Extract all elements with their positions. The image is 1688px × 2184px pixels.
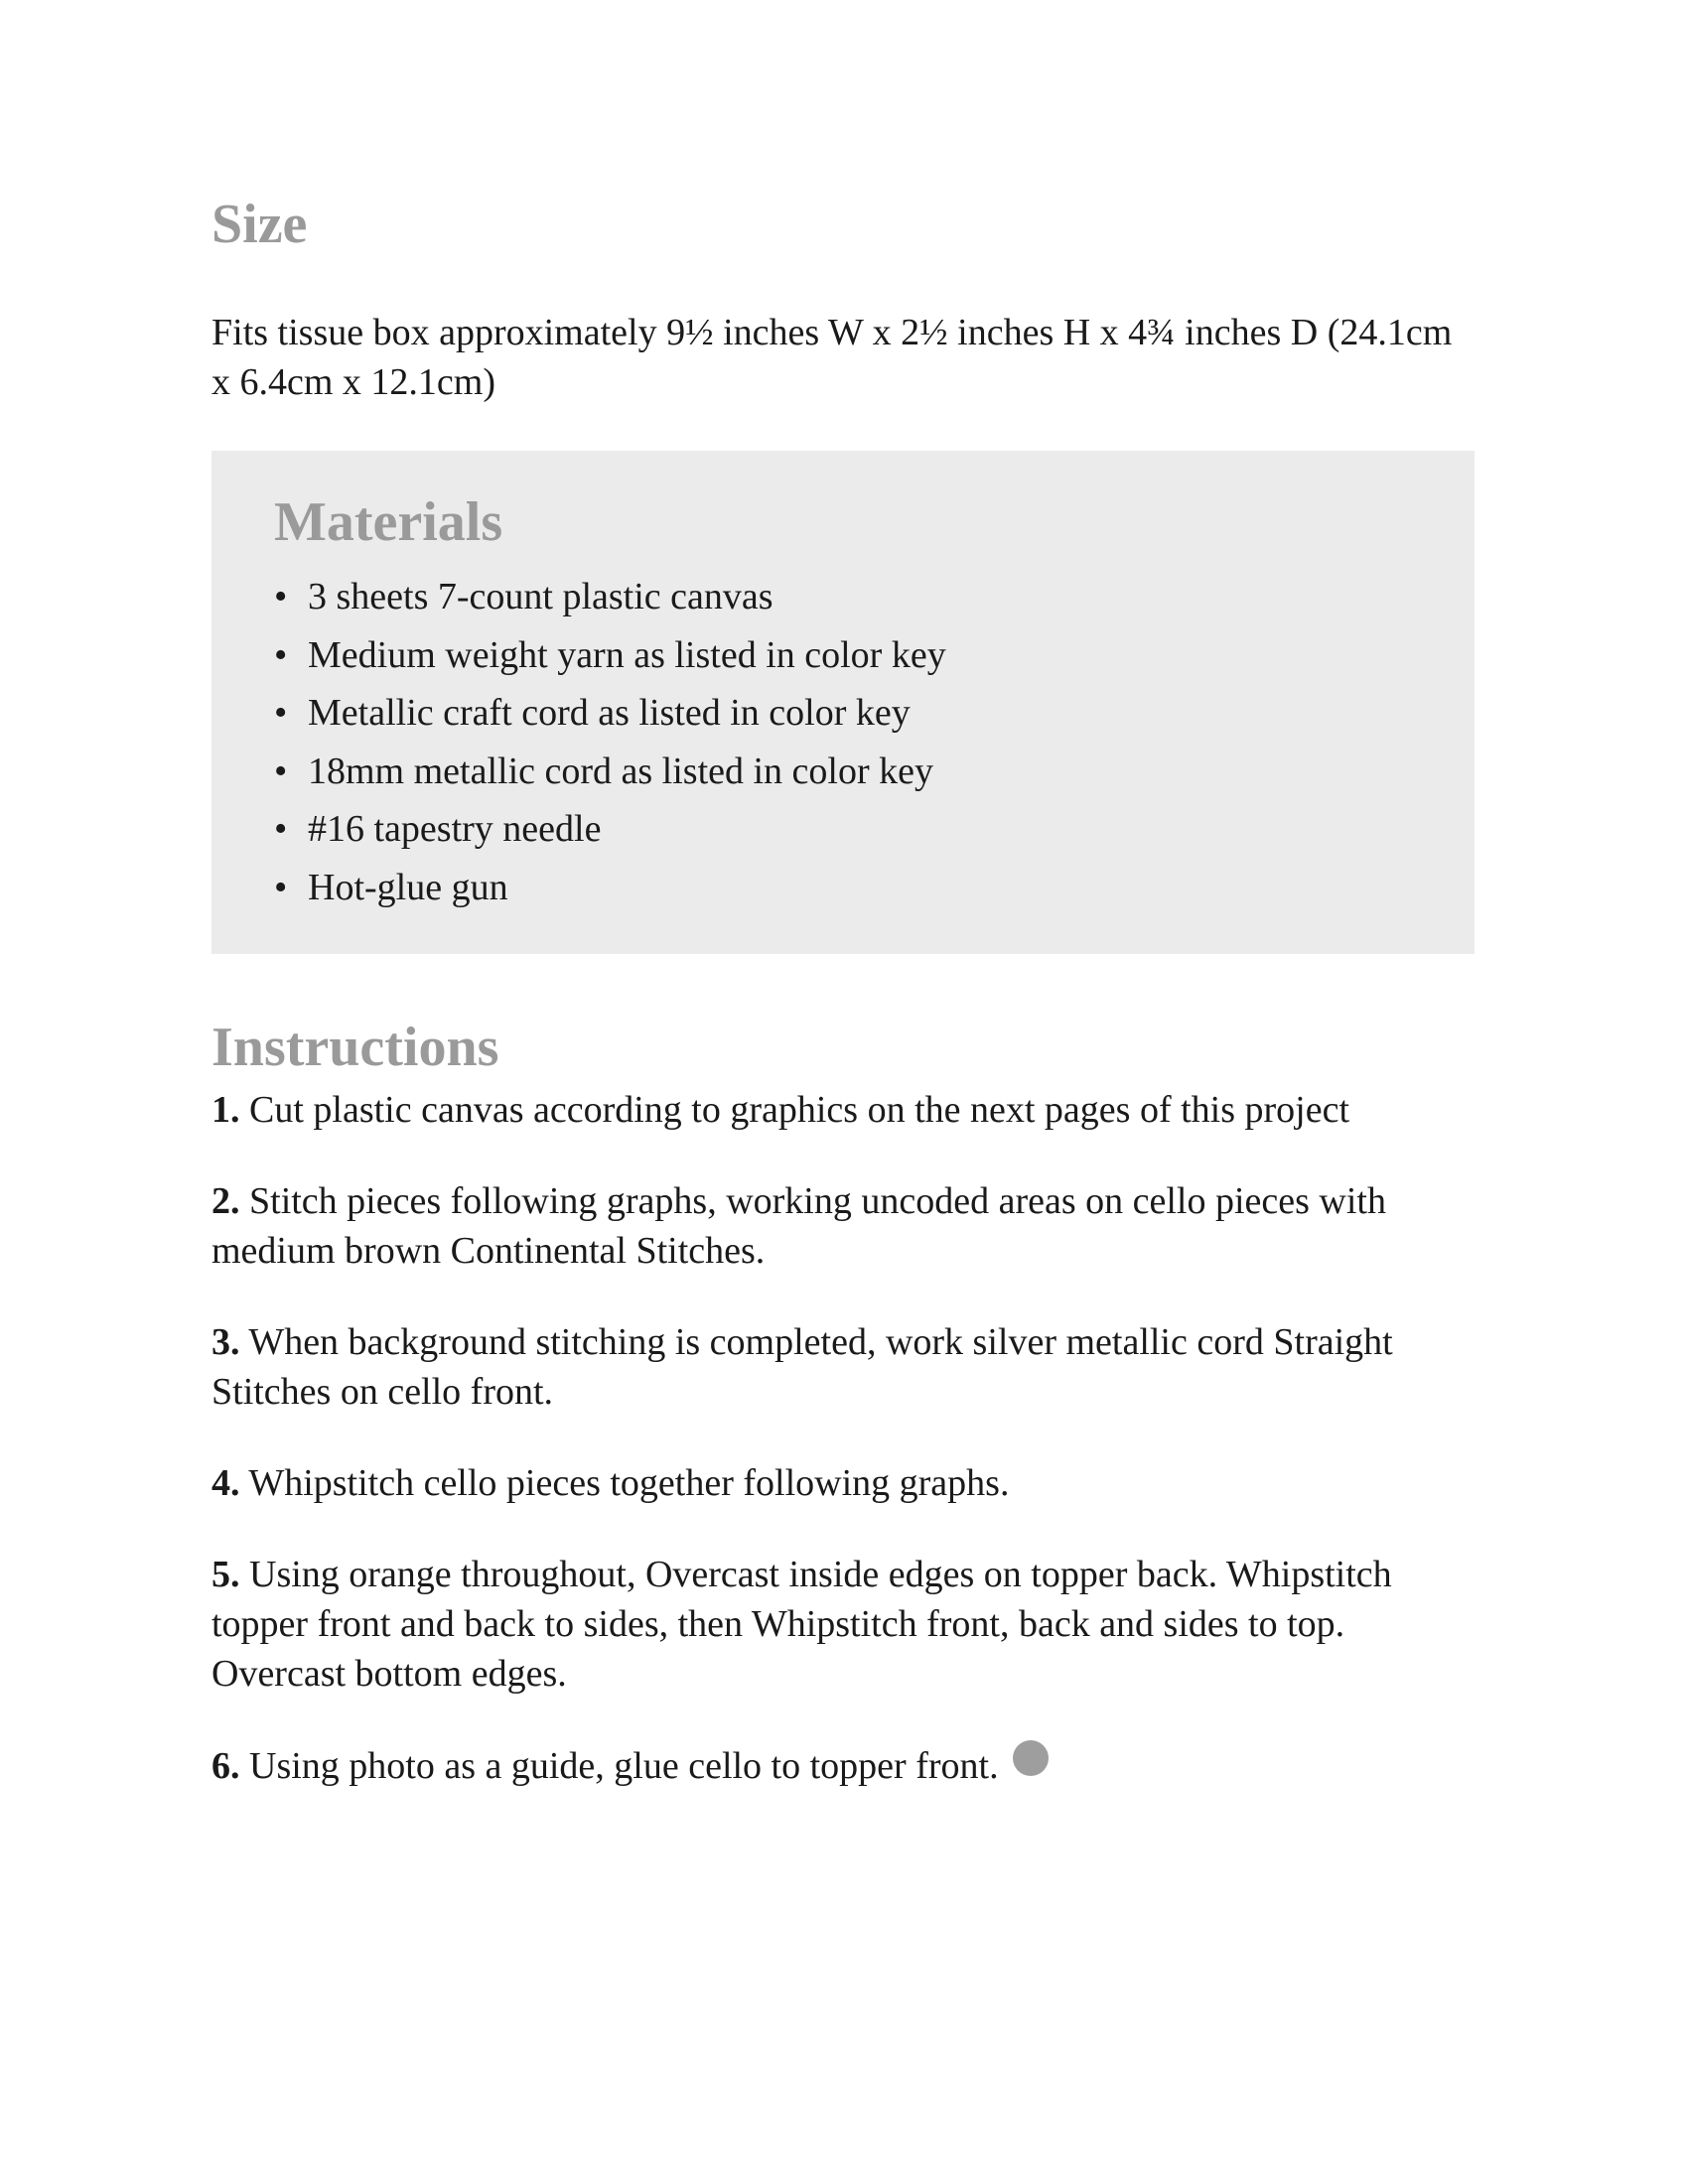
bullet-icon: • [274,692,288,734]
materials-list [274,568,1415,916]
materials-item [274,568,1415,626]
bullet-icon: • [274,750,288,792]
materials-item [274,800,1415,859]
step-number: 5. [211,1554,240,1595]
step-text: Stitch pieces following graphs, working uncoded areas on cello pieces with medium brown Continental Stitches. [211,1180,1386,1272]
materials-item [274,626,1415,685]
materials-item-text: Hot-glue gun [308,866,508,908]
materials-heading: Materials [274,491,503,553]
materials-item-text: Medium weight yarn as listed in color key [308,633,946,676]
materials-item-text: 3 sheets 7-count plastic canvas [308,576,774,617]
step-number: 3. [211,1321,240,1363]
step-number: 4. [211,1462,240,1504]
instruction-step [211,1176,1475,1276]
materials-item-text: Metallic craft cord as listed in color key [308,692,911,734]
instruction-step [211,1458,1475,1508]
step-text: Cut plastic canvas according to graphics on the next pages of this project [249,1089,1350,1131]
step-text: Using photo as a guide, glue cello to topper front. [249,1745,999,1787]
document-page [211,194,1475,1833]
step-number: 6. [211,1745,240,1787]
end-of-article-dot-icon [1013,1740,1049,1776]
size-heading: Size [211,194,308,255]
instruction-step [211,1085,1475,1135]
step-text: Whipstitch cello pieces together following graphs. [248,1462,1010,1504]
materials-item [274,684,1415,743]
materials-item-text: 18mm metallic cord as listed in color key [308,750,934,792]
materials-item [274,743,1415,801]
instructions-heading: Instructions [211,1017,499,1078]
bullet-icon: • [274,808,288,850]
step-number: 2. [211,1180,240,1222]
instruction-step [211,1317,1475,1417]
bullet-icon: • [274,866,288,908]
instruction-step [211,1550,1475,1699]
materials-item [274,859,1415,917]
materials-box [211,451,1475,954]
size-text: Fits tissue box approximately 9½ inches W x 2½ inches H x 4¾ inches D (24.1cm x 6.4cm x 12.1cm) [211,312,1453,403]
bullet-icon: • [274,576,288,617]
bullet-icon: • [274,633,288,676]
step-number: 1. [211,1089,240,1131]
instruction-step [211,1740,1475,1791]
materials-item-text: #16 tapestry needle [308,808,602,850]
step-text: Using orange throughout, Overcast inside edges on topper back. Whipstitch topper front and back to sides, then Whipstitch front, back and sides to top. Overcast bottom edges. [211,1554,1392,1695]
step-text: When background stitching is completed, work silver metallic cord Straight Stitches on cello front. [211,1321,1393,1413]
